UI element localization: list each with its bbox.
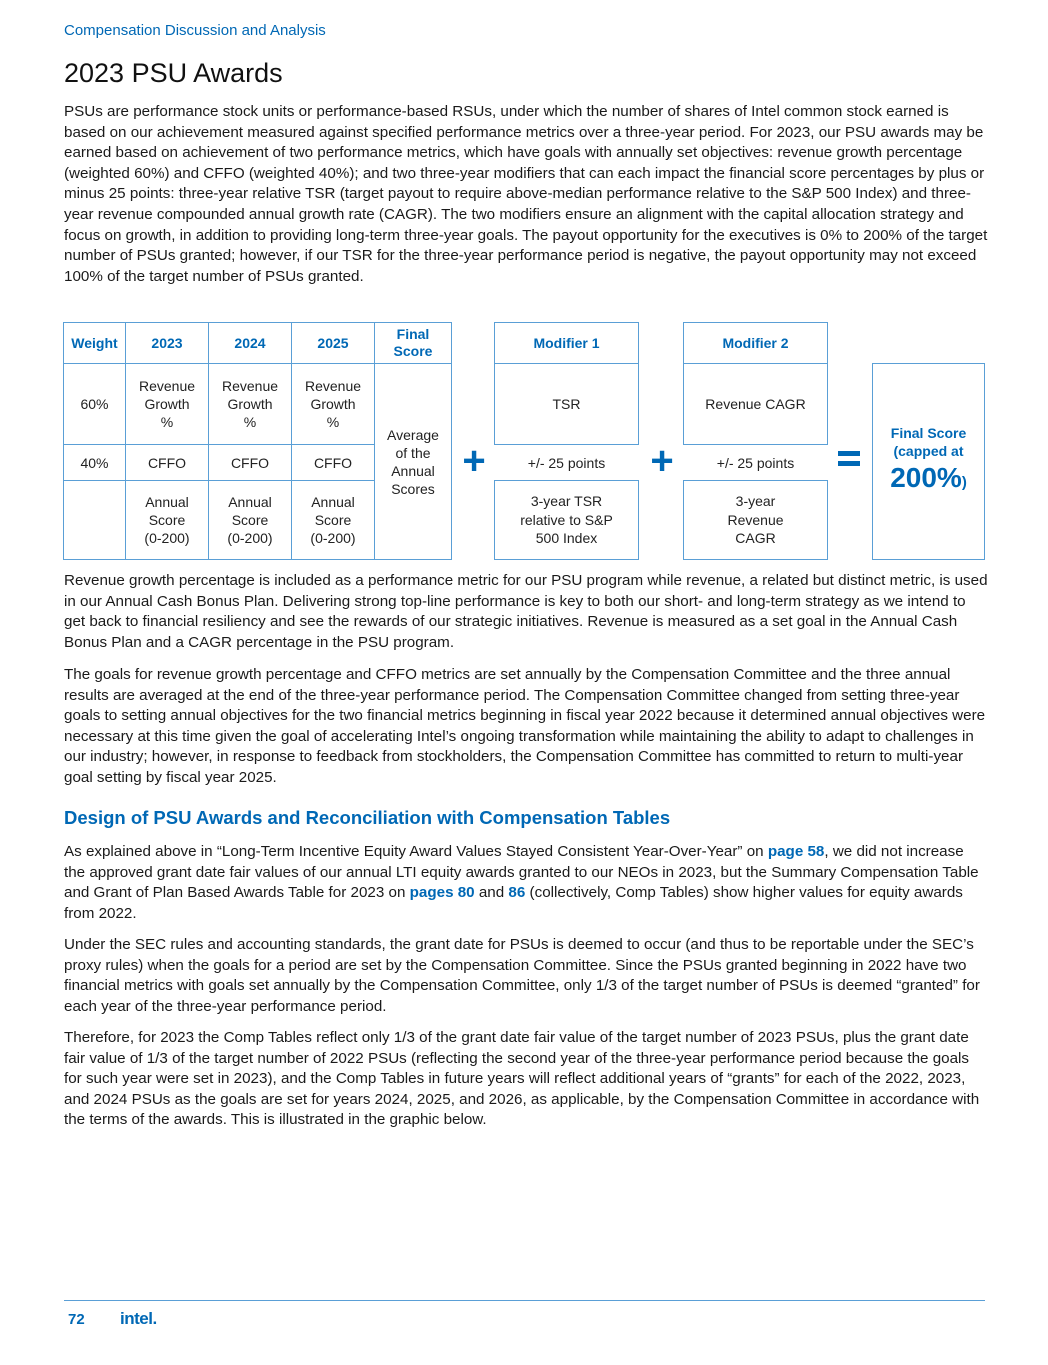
sec-paragraph: Under the SEC rules and accounting standards, the grant date for PSUs is deemed to occur (and thus to be reportable under the SEC’s proxy rules) when the goals for a period are set by the Compensation Committee. Since the PSUs granted beginning in 2022 have two financial metrics with goals set annually by the Compensation Committee, only 1/3 of the target number of PSUs is deemed “granted” for each year of the three-year performance period. [64, 936, 980, 1015]
section-subheading: Design of PSU Awards and Reconciliation with Compensation Tables [64, 807, 671, 828]
modifier1-range: +/- 25 points [527, 455, 606, 471]
row3-2023: Annual Score (0-200) [126, 481, 209, 560]
page-58-link[interactable]: page 58 [767, 843, 825, 860]
row3-2025: Annual Score (0-200) [292, 481, 375, 560]
header-final-score: Final Score [375, 323, 452, 364]
page-number: 72 [68, 1311, 85, 1328]
final-score-cell: Average of the Annual Scores [375, 364, 452, 560]
design-paragraph: As explained above in “Long-Term Incentive Equity Award Values Stayed Consistent Year-Over-Year” on page 58, we did not increase the approved grant date fair values of our annual LTI equity awards granted to our NEOs in 2023, but the Summary Compensation Table and Grant of Plan Based Awards Table for 2023 on pages 80 and 86 (collectively, Comp Tables) show higher values for equity awards from 2022. [64, 843, 979, 922]
header-weight: Weight [64, 323, 126, 364]
row3-2024: Annual Score (0-200) [209, 481, 292, 560]
intro-paragraph: PSUs are performance stock units or performance-based RSUs, under which the number of shares of Intel common stock earned is based on our achievement measured against specified performance metrics over a three-year period. For 2023, our PSU awards may be earned based on achievement of two performance metrics, which have goals with annually set objectives: revenue growth percentage (weighted 60%) and CFFO (weighted 40%); and two three-year modifiers that can each impact the financial score percentages by plus or minus 25 points: three-year relative TSR (target payout to require above-median performance relative to the S&P 500 Index) and three-year revenue compounded annual growth rate (CAGR). The two modifiers ensure an alignment with the capital allocation strategy and focus on growth, in addition to providing long-term three-year goals. The payout opportunity for the executives is 0% to 200% of the target number of PSUs granted; however, if our TSR for the three-year performance period is negative, the payout opportunity may not exceed 100% of the target number of PSUs granted. [64, 103, 988, 285]
header-2024: 2024 [209, 323, 292, 364]
row2-2023: CFFO [126, 445, 209, 481]
plus-icon: + [650, 439, 674, 483]
modifier2-description: 3-year Revenue CAGR [683, 480, 828, 560]
row3-weight [64, 481, 126, 560]
modifier1-metric: TSR [494, 363, 639, 445]
revenue-paragraph: Revenue growth percentage is included as a performance metric for our PSU program while revenue, a related but distinct metric, is used in our Annual Cash Bonus Plan. Delivering strong top-line performance is key to both our short- and long-term strategy as we intend to get back to financial resiliency and see the rewards of our strategic initiatives. Revenue is measured as a set goal in the Annual Cash Bonus Plan and a CAGR percentage in the PSU program. [64, 572, 988, 651]
modifier2-header: Modifier 2 [683, 322, 828, 364]
table-header-row [64, 323, 452, 364]
final-score-cap-label: (capped at [893, 443, 964, 459]
row1-weight: 60% [64, 364, 126, 445]
row1-2025: Revenue Growth % [292, 364, 375, 445]
footer-divider [64, 1300, 985, 1301]
goals-paragraph: The goals for revenue growth percentage and CFFO metrics are set annually by the Compensation Committee and the three annual results are averaged at the end of the three-year performance period. The Compensation Committee changed from setting three-year goals to setting annual objectives for the two financial metrics beginning in fiscal year 2022 because it determined annual objectives were necessary at this time given the goal of accelerating Intel’s ongoing transformation while maintaining the ability to adapt to challenges in our industry; however, in response to feedback from stockholders, the Compensation Committee has committed to return to multi-year goal setting by fiscal year 2025. [64, 666, 986, 786]
page-86-link[interactable]: 86 [508, 884, 526, 902]
row1-2023: Revenue Growth % [126, 364, 209, 445]
modifier1-header: Modifier 1 [494, 322, 639, 364]
section-label: Compensation Discussion and Analysis [64, 22, 326, 39]
psu-metrics-table [63, 322, 452, 560]
modifier1-description: 3-year TSR relative to S&P 500 Index [494, 480, 639, 560]
equals-icon [838, 451, 860, 471]
final-score-cap-value: 200%) [890, 462, 967, 493]
row2-weight: 40% [64, 445, 126, 481]
header-2025: 2025 [292, 323, 375, 364]
row2-2024: CFFO [209, 445, 292, 481]
intel-logo: intel. [120, 1309, 157, 1328]
page-title: 2023 PSU Awards [64, 58, 283, 88]
final-score-label: Final Score [890, 425, 967, 441]
table-row [64, 364, 452, 445]
therefore-paragraph: Therefore, for 2023 the Comp Tables reflect only 1/3 of the grant date fair value of the target number of 2023 PSUs, plus the grant date fair value of 1/3 of the target number of 2022 PSUs (reflecting the second year of the three-year performance period because the goals for such year were set in 2023), and the Comp Tables in future years will reflect additional years of “grants” for each of the 2022, 2023, and 2024 PSUs as the goals are set for years 2024, 2025, and 2026, as applicable, by the Compensation Committee in accordance with the terms of the awards. This is illustrated in the graphic below. [64, 1029, 980, 1129]
modifier2-metric: Revenue CAGR [683, 363, 828, 445]
final-score-box [872, 363, 985, 560]
pages-80-link[interactable]: pages 80 [409, 884, 475, 902]
row2-2025: CFFO [292, 445, 375, 481]
modifier2-range: +/- 25 points [716, 455, 795, 471]
row1-2024: Revenue Growth % [209, 364, 292, 445]
header-2023: 2023 [126, 323, 209, 364]
plus-icon: + [462, 439, 486, 483]
